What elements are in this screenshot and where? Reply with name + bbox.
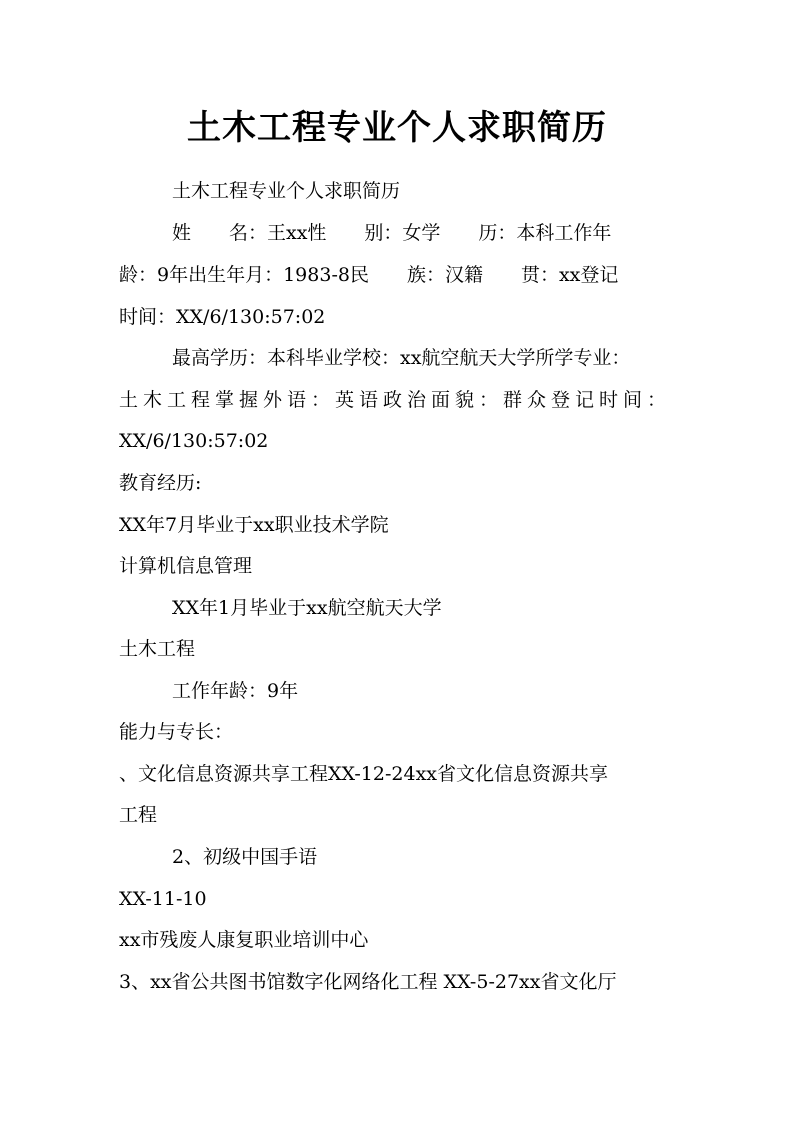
text-line: 工作年龄：9年 [172, 680, 299, 702]
text-line: 土木工程掌握外语：英语政治面貌：群众登记时间： [119, 389, 672, 411]
section-heading: 教育经历: [119, 472, 202, 494]
section-heading: 能力与专长： [119, 721, 234, 743]
document-title: 土木工程专业个人求职简历 [187, 108, 607, 148]
text-line: xx市残废人康复职业培训中心 [119, 929, 369, 951]
text-line: XX年7月毕业于xx职业技术学院 [119, 514, 389, 536]
subtitle-line: 土木工程专业个人求职简历 [172, 180, 401, 202]
text-line: 工程 [119, 804, 158, 826]
text-line: 最高学历：本科毕业学校：xx航空航天大学所学专业： [172, 347, 631, 369]
text-line: 土木工程 [119, 638, 196, 660]
text-line: 龄：9年出生年月：1983-8民 族：汉籍 贯：xx登记 [119, 264, 619, 286]
text-line: XX年1月毕业于xx航空航天大学 [172, 597, 442, 619]
text-line: XX/6/130:57:02 [119, 430, 269, 452]
text-line: XX-11-10 [119, 888, 207, 910]
text-line: 、文化信息资源共享工程XX-12-24xx省文化信息资源共享 [119, 763, 609, 785]
text-line: 姓 名：王xx性 别：女学 历：本科工作年 [172, 222, 612, 244]
text-line: 2、初级中国手语 [172, 846, 318, 868]
text-line: 3、xx省公共图书馆数字化网络化工程 XX-5-27xx省文化厅 [119, 971, 617, 993]
text-line: 计算机信息管理 [119, 555, 253, 577]
text-line: 时间：XX/6/130:57:02 [119, 306, 326, 328]
